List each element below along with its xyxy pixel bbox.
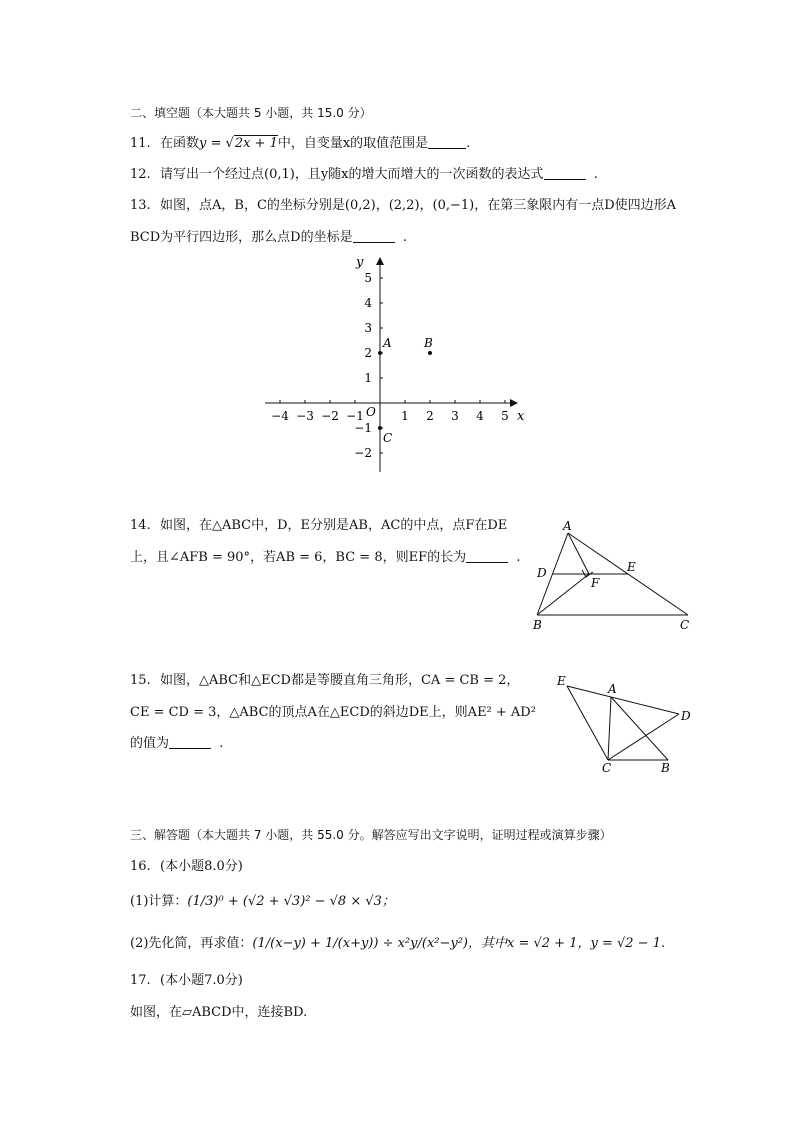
label-D: D: [537, 566, 547, 580]
q15-period: .: [219, 736, 224, 751]
x-tick-label: 4: [476, 409, 484, 423]
q16-part1-expr: (1/3)⁰ + (√2 + √3)² − √8 × √3；: [187, 894, 395, 909]
label-F: F: [591, 576, 600, 590]
q11-formula: y = √2x + 1: [199, 136, 278, 151]
question-16-header: [130, 858, 243, 876]
question-number: 12.: [130, 167, 151, 182]
question-number: 15.: [130, 673, 151, 688]
isosceles-triangles-figure: [550, 672, 700, 777]
y-tick-label: 1: [364, 371, 372, 385]
x-tick-label: 5: [501, 409, 509, 423]
question-number: 17.: [130, 973, 151, 988]
point-C: [378, 426, 382, 430]
y-tick-label: 4: [364, 296, 372, 310]
q11-post: 中，自变量x的取值范围是: [277, 136, 429, 151]
question-15-line1: [130, 672, 519, 690]
label-C: C: [680, 618, 690, 632]
q12-period: .: [593, 167, 598, 182]
q13-line2: BCD为平行四边形，那么点D的坐标是: [130, 230, 353, 245]
y-tick-label: 5: [364, 271, 372, 285]
q14-line1: 如图，在△ABC中，D，E分别是AB，AC的中点，点F在DE: [160, 518, 508, 533]
question-number: 14.: [130, 518, 151, 533]
question-15-line2: [130, 704, 536, 722]
question-13-line2: [130, 229, 407, 247]
answer-blank[interactable]: [428, 136, 466, 149]
y-tick-label: 2: [364, 346, 372, 360]
q16-part2-expr: (1/(x−y) + 1/(x+y)) ÷ x²y/(x²−y²)，其中x = √2 + 1，y = √2 − 1.: [252, 936, 666, 951]
point-A: [378, 351, 382, 355]
label-E: E: [557, 674, 566, 688]
q16-score: (本小题8.0分): [160, 859, 243, 874]
answer-blank[interactable]: [466, 550, 508, 563]
point-label-C: C: [383, 431, 393, 445]
point-label-B: B: [424, 336, 433, 350]
section-title-fill-in: 二、填空题（本大题共 5 小题，共 15.0 分）: [130, 106, 372, 120]
x-tick-label: 2: [426, 409, 434, 423]
triangle-abc-figure: [525, 515, 705, 637]
question-14-line2: [130, 549, 521, 567]
y-tick-label: 3: [364, 321, 372, 335]
q15-line2: CE = CD = 3，△ABC的顶点A在△ECD的斜边DE上，则AE² + AD²: [130, 705, 536, 720]
x-axis-label: x: [517, 409, 525, 424]
question-number: 11.: [130, 136, 151, 151]
question-number: 16.: [130, 859, 151, 874]
question-11: [130, 135, 470, 153]
y-tick-label: −1: [354, 421, 372, 435]
q12-text: 请写出一个经过点(0,1)，且y随x的增大而增大的一次函数的表达式: [160, 167, 544, 182]
section-title-solutions: 三、解答题（本大题共 7 小题，共 55.0 分。解答应写出文字说明，证明过程或演算步骤）: [130, 828, 612, 842]
label-A: A: [608, 682, 617, 696]
x-tick-label: 3: [451, 409, 459, 423]
question-17-text: 如图，在▱ABCD中，连接BD.: [130, 1005, 308, 1020]
question-12: [130, 166, 598, 184]
x-tick-label: −4: [271, 409, 289, 423]
q17-score: (本小题7.0分): [160, 973, 243, 988]
label-C: C: [602, 761, 612, 775]
question-14-line1: [130, 517, 507, 535]
answer-blank[interactable]: [169, 736, 211, 749]
y-tick-label: −2: [354, 446, 372, 460]
x-tick-label: −3: [296, 409, 314, 423]
q16-part1-label: (1)计算：: [130, 894, 188, 909]
y-axis-label: y: [356, 255, 364, 270]
point-B: [428, 351, 432, 355]
coordinate-plane-figure: [255, 250, 535, 475]
label-B: B: [533, 618, 542, 632]
q11-period: .: [466, 136, 471, 151]
q16-part2-label: (2)先化简，再求值：: [130, 936, 253, 951]
q11-pre: 在函数: [160, 136, 200, 151]
x-tick-label: −1: [346, 409, 364, 423]
q14-line2: 上，且∠AFB = 90°，若AB = 6，BC = 8，则EF的长为: [130, 550, 467, 565]
q13-line1: 如图，点A，B，C的坐标分别是(0,2)，(2,2)，(0,−1)，在第三象限内有一点D使四边形A: [160, 198, 677, 213]
x-tick-label: 1: [401, 409, 409, 423]
q14-period: .: [516, 550, 521, 565]
question-number: 13.: [130, 198, 151, 213]
q15-line1: 如图，△ABC和△ECD都是等腰直角三角形，CA = CB = 2，: [160, 673, 520, 688]
label-A: A: [563, 519, 572, 533]
answer-blank[interactable]: [544, 167, 586, 180]
x-tick-label: −2: [321, 409, 339, 423]
question-15-line3: [130, 735, 223, 753]
answer-blank[interactable]: [353, 230, 395, 243]
question-16-part2: [130, 935, 665, 953]
label-D: D: [681, 709, 691, 723]
q13-period: .: [402, 230, 407, 245]
question-16-part1: [130, 893, 395, 911]
question-17-header: [130, 972, 243, 990]
question-13-line1: [130, 197, 676, 215]
point-label-A: A: [383, 336, 392, 350]
label-B: B: [661, 761, 670, 775]
q15-line3: 的值为: [130, 736, 170, 751]
origin-label: O: [366, 405, 376, 419]
label-E: E: [627, 560, 636, 574]
